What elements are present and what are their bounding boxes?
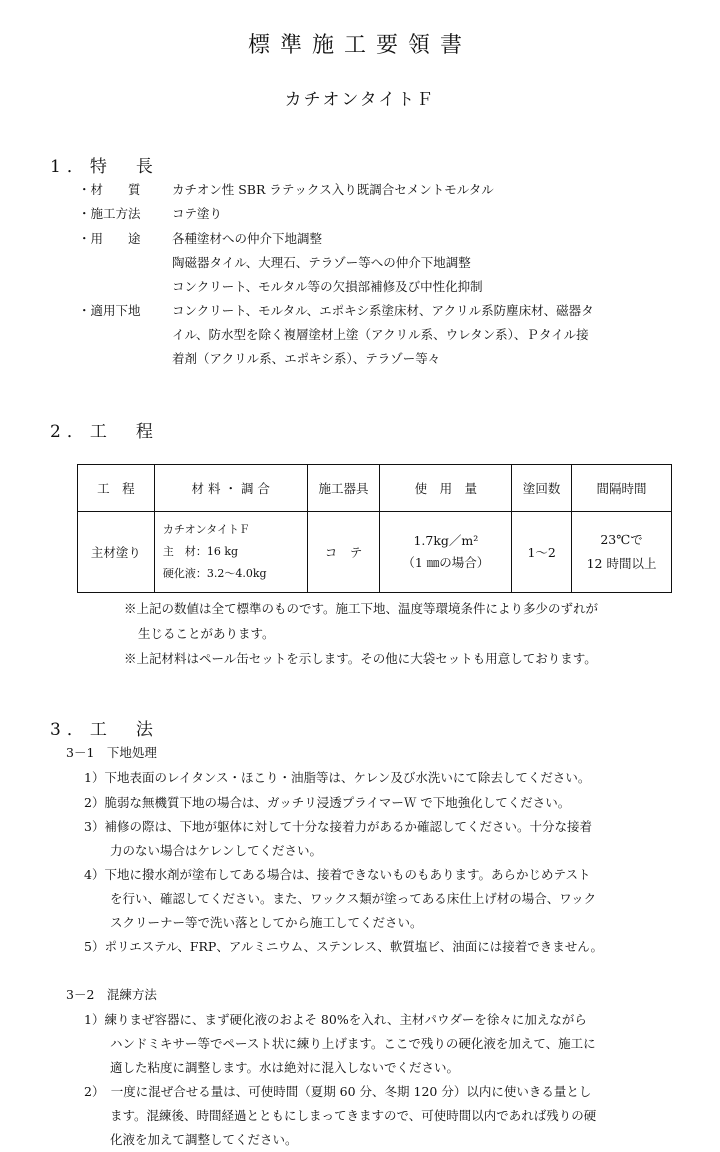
- table-header-row: [78, 465, 672, 512]
- method-line: 1）下地表面のレイタンス・ほこり・油脂等は、ケレン及び水洗いにて除去してください。: [84, 770, 591, 785]
- product-name: カチオンタイトＦ: [284, 90, 436, 110]
- table-header: 使 用 量: [380, 465, 512, 512]
- method-line: 3）補修の際は、下地が躯体に対して十分な接着力があるか確認してください。十分な接着: [84, 819, 592, 834]
- method-line: スクリーナー等で洗い落としてから施工してください。: [110, 915, 423, 930]
- interval-line: 12 時間以上: [586, 556, 657, 571]
- usage-line: 1.7kg／m²: [413, 533, 479, 548]
- feature-label-usage: ・用 途: [78, 231, 141, 246]
- cell-material: [154, 512, 307, 593]
- table-note: ※上記の数値は全て標準のものです。施工下地、温度等環境条件により多少のずれが: [124, 601, 599, 616]
- table-header: 間隔時間: [572, 465, 672, 512]
- feature-value-usage-line: 陶磁器タイル、大理石、テラゾー等への仲介下地調整: [172, 255, 471, 270]
- table-note: 生じることがあります。: [138, 626, 275, 641]
- section-3-heading: 3．工 法: [50, 720, 159, 740]
- method-line: 5）ポリエステル、FRP、アルミニウム、ステンレス、軟質塩ビ、油面には接着できません。: [84, 939, 604, 954]
- feature-label-substrate: ・適用下地: [78, 303, 141, 318]
- method-line: ハンドミキサー等でペースト状に練り上げます。ここで残りの硬化液を加えて、施工に: [110, 1036, 596, 1051]
- cell-coats: 1～2: [512, 512, 572, 593]
- cell-tool: コ テ: [307, 512, 380, 593]
- feature-value-usage-line: 各種塗材への仲介下地調整: [172, 231, 323, 246]
- process-table: [77, 464, 672, 593]
- method-line: 適した粘度に調整します。水は絶対に混入しないでください。: [110, 1060, 460, 1075]
- document-title: 標準施工要領書: [247, 33, 472, 58]
- feature-value-substrate-line: 着剤（アクリル系、エポキシ系）、テラゾー等々: [172, 351, 441, 366]
- method-line: ます。混練後、時間経過とともにしまってきますので、可使時間以内であれば残りの硬: [110, 1108, 597, 1123]
- interval-line: 23℃で: [600, 532, 643, 547]
- feature-label-material: ・材 質: [78, 182, 141, 197]
- cell-interval: [572, 512, 672, 593]
- material-line: 主 材：16 kg: [162, 545, 239, 558]
- cell-usage: [380, 512, 512, 593]
- usage-line: （1 ㎜の場合）: [402, 555, 490, 570]
- table-note: ※上記材料はペール缶セットを示します。その他に大袋セットも用意しております。: [124, 651, 597, 666]
- method-line: を行い、確認してください。また、ワックス類が塗ってある床仕上げ材の場合、ワック: [110, 891, 597, 906]
- section-2-heading: 2．工 程: [50, 422, 159, 442]
- table-header: 工 程: [78, 465, 155, 512]
- feature-label-method: ・施工方法: [78, 206, 141, 221]
- material-line: 硬化液：3.2～4.0kg: [162, 567, 267, 580]
- method-line: 力のない場合はケレンしてください。: [110, 843, 322, 858]
- method-line: 4）下地に撥水剤が塗布してある場合は、接着できないものもあります。あらかじめテスト: [84, 867, 591, 882]
- cell-process: 主材塗り: [78, 512, 155, 593]
- feature-value-material: カチオン性 SBR ラテックス入り既調合セメントモルタル: [172, 182, 494, 197]
- feature-value-method: コテ塗り: [172, 206, 223, 221]
- subsection-heading: 3－1 下地処理: [66, 745, 157, 760]
- section-1-heading: 1．特 長: [50, 157, 159, 177]
- method-line: 2） 一度に混ぜ合せる量は、可使時間（夏期 60 分、冬期 120 分）以内に使いきる量とし: [84, 1084, 592, 1099]
- feature-value-substrate-line: コンクリート、モルタル、エポキシ系塗床材、アクリル系防塵床材、磁器タ: [172, 303, 594, 318]
- feature-value-usage-line: コンクリート、モルタル等の欠損部補修及び中性化抑制: [172, 279, 483, 294]
- feature-value-substrate-line: イル、防水型を除く複層塗材上塗（アクリル系、ウレタン系）、Ｐタイル接: [172, 327, 589, 342]
- table-header: 材 料 ・ 調 合: [154, 465, 307, 512]
- table-header: 塗回数: [512, 465, 572, 512]
- material-line: カチオンタイトＦ: [162, 523, 250, 536]
- table-header: 施工器具: [307, 465, 380, 512]
- method-line: 化液を加えて調整してください。: [110, 1132, 298, 1147]
- method-line: 1）練りまぜ容器に、まず硬化液のおよそ 80%を入れ、主材パウダーを徐々に加えながら: [84, 1012, 587, 1027]
- table-row: [78, 512, 672, 593]
- method-line: 2）脆弱な無機質下地の場合は、ガッチリ浸透プライマーＷ で下地強化してください。: [84, 795, 571, 810]
- subsection-heading: 3－2 混練方法: [66, 987, 157, 1002]
